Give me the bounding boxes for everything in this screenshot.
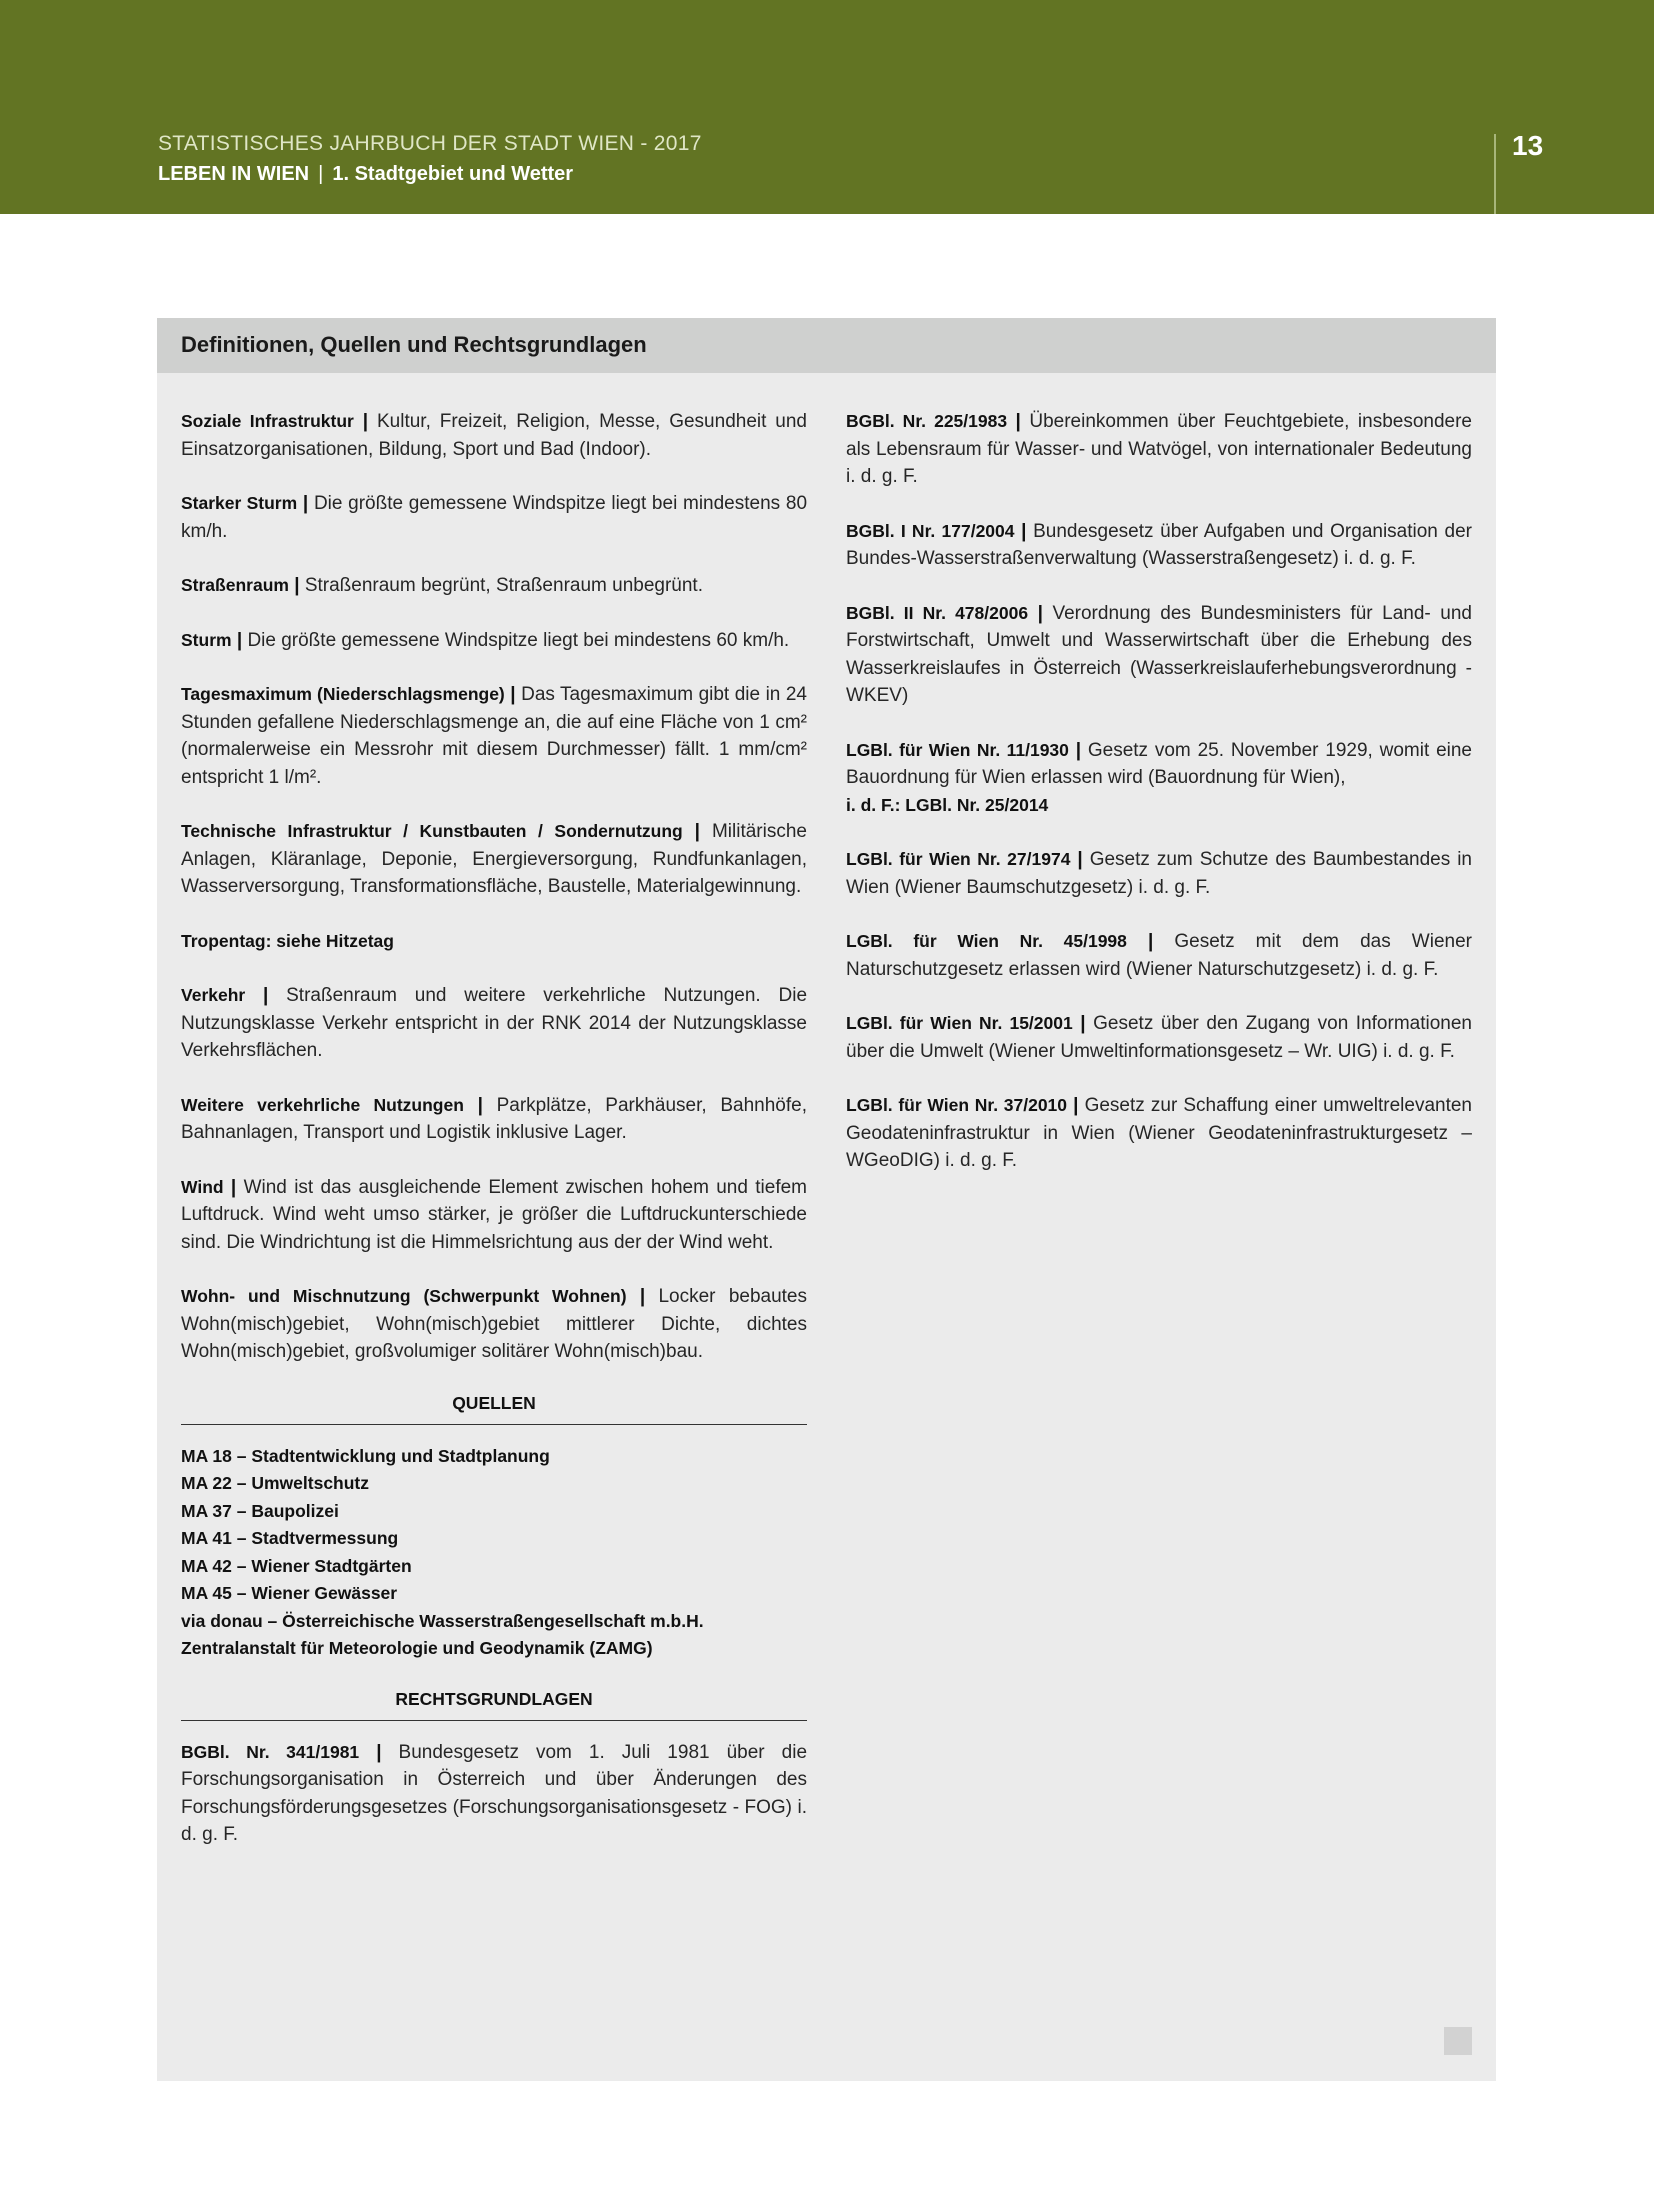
term-separator: | — [1072, 1013, 1094, 1034]
definition-entry — [846, 928, 1472, 983]
definition-entry — [846, 1010, 1472, 1065]
definition-entry — [181, 627, 807, 655]
entry-text: Parkplätze, Parkhäuser, Bahnhöfe, Bahnanlagen, Transport und Logistik inklusive Lager. — [181, 1094, 807, 1143]
entry-term: Weitere verkehrliche Nutzungen — [181, 1094, 464, 1115]
entry-term: Tagesmaximum (Niederschlagsmenge) — [181, 684, 505, 704]
definition-entry — [181, 490, 807, 545]
term-separator: | — [626, 1286, 659, 1307]
source-item: MA 22 – Umweltschutz — [181, 1473, 370, 1493]
definition-entry — [181, 1739, 807, 1849]
breadcrumb-separator: | — [318, 163, 324, 185]
term-separator: | — [245, 985, 287, 1006]
entry-text: Straßenraum und weitere verkehrliche Nutzungen. Die Nutzungsklasse Verkehr entspricht in der RNK 2014 der Nutzungsklasse Verkehrsflächen. — [181, 985, 808, 1061]
term-separator: | — [1007, 411, 1030, 432]
legal-heading: RECHTSGRUNDLAGEN — [181, 1689, 807, 1721]
panel-header — [157, 318, 1496, 373]
entry-text: Bundesgesetz über Aufgaben und Organisation der Bundes-Wasserstraßenverwaltung (Wasserstraßengesetz) i. d. g. F. — [846, 520, 1472, 569]
term-separator: | — [1014, 520, 1034, 542]
source-item: MA 42 – Wiener Stadtgärten — [181, 1555, 412, 1576]
entry-text: Kultur, Freizeit, Religion, Messe, Gesundheit und Einsatzorganisationen, Bildung, Sport und Bad (Indoor). — [181, 411, 807, 460]
definition-entry — [181, 982, 807, 1065]
entry-term: Sturm — [181, 629, 232, 650]
entry-term: Starker Sturm — [181, 493, 298, 513]
entry-term: LGBl. für Wien Nr. 15/2001 — [846, 1013, 1073, 1033]
term-separator: | — [353, 411, 377, 432]
entry-term: Technische Infrastruktur / Kunstbauten / Sondernutzung — [181, 821, 683, 841]
term-separator: | — [682, 821, 712, 842]
definitions-list — [181, 408, 807, 1366]
definition-entry — [181, 1174, 807, 1257]
definition-entry — [181, 681, 807, 791]
header-divider — [1494, 134, 1496, 214]
term-separator: | — [231, 629, 248, 651]
definition-entry — [846, 600, 1472, 710]
page-header — [0, 0, 1654, 214]
entry-term: LGBl. für Wien Nr. 37/2010 — [846, 1095, 1068, 1115]
sources-heading: QUELLEN — [181, 1393, 807, 1425]
entry-text: Wind ist das ausgleichende Element zwischen hohem und tiefem Luftdruck. Wind weht umso stärker, je größer die Luftdruckunterschiede sind. Die Windrichtung ist die Himmelsrichtung aus der der Wind weht. — [181, 1176, 808, 1253]
term-separator: | — [1028, 602, 1053, 624]
entry-term: BGBl. II Nr. 478/2006 — [846, 602, 1029, 623]
definition-entry — [181, 1283, 807, 1366]
left-column — [181, 408, 807, 1876]
term-separator: | — [463, 1094, 497, 1116]
entry-text: Straßenraum begrünt, Straßenraum unbegrünt. — [304, 575, 703, 596]
entry-text: Die größte gemessene Windspitze liegt bei mindestens 80 km/h. — [181, 493, 808, 542]
term-separator: | — [1068, 739, 1088, 761]
term-separator: | — [359, 1741, 399, 1763]
entry-term: BGBl. Nr. 341/1981 — [181, 1741, 360, 1762]
chapter-breadcrumb — [158, 163, 573, 186]
entry-text: Gesetz zum Schutze des Baumbestandes in Wien (Wiener Baumschutzgesetz) i. d. g. F. — [846, 849, 1472, 898]
section-label: 1. Stadtgebiet und Wetter — [332, 163, 574, 185]
definition-entry — [846, 518, 1472, 573]
entry-text: Verordnung des Bundesministers für Land- und Forstwirtschaft, Umwelt und Wasserwirtschaft über die Erhebung des Wasserkreislaufes in Österreich (Wasserkreislauferhebungsverordnung - WKEV) — [846, 602, 1472, 706]
source-item: Zentralanstalt für Meteorologie und Geodynamik (ZAMG) — [181, 1638, 653, 1658]
entry-term: LGBl. für Wien Nr. 11/1930 — [846, 739, 1069, 760]
entry-term: Soziale Infrastruktur — [181, 411, 354, 431]
entry-term: Tropentag: siehe Hitzetag — [181, 930, 394, 951]
entry-text: Militärische Anlagen, Kläranlage, Deponie, Energieversorgung, Rundfunkanlagen, Wasserversorgung, Transformationsfläche, Baustelle, Materialgewinnung. — [181, 821, 807, 897]
entry-text: Gesetz vom 25. November 1929, womit eine Bauordnung für Wien erlassen wird (Bauordnung für Wien), — [846, 739, 1472, 788]
source-item: MA 18 – Stadtentwicklung und Stadtplanung — [181, 1445, 550, 1466]
definitions-panel — [157, 318, 1496, 2081]
right-column — [846, 408, 1472, 1202]
entry-term: Wohn- und Mischnutzung (Schwerpunkt Wohnen) — [181, 1286, 627, 1306]
entry-term: LGBl. für Wien Nr. 27/1974 — [846, 849, 1071, 869]
entry-text: Das Tagesmaximum gibt die in 24 Stunden gefallene Niederschlagsmenge an, die auf eine Fläche von 1 cm² (normalerweise ein Messrohr mit diesem Durchmesser) fällt. 1 mm/cm² entspricht 1 l/m². — [181, 684, 807, 788]
sources-list — [181, 1443, 807, 1663]
definition-entry — [181, 1092, 807, 1147]
decorative-square — [1444, 2027, 1472, 2055]
entry-text: Gesetz mit dem das Wiener Naturschutzgesetz erlassen wird (Wiener Naturschutzgesetz) i. d. g. F. — [846, 931, 1472, 980]
term-separator: | — [1126, 931, 1175, 952]
chapter-label: LEBEN IN WIEN — [158, 163, 310, 185]
entry-term: BGBl. Nr. 225/1983 — [846, 411, 1008, 431]
source-item: via donau – Österreichische Wasserstraßengesellschaft m.b.H. — [181, 1610, 704, 1631]
entry-amendment: i. d. F.: LGBl. Nr. 25/2014 — [846, 794, 1049, 815]
term-separator: | — [1067, 1095, 1085, 1116]
source-item: MA 41 – Stadtvermessung — [181, 1528, 399, 1548]
term-separator: | — [288, 575, 305, 596]
source-item: MA 45 – Wiener Gewässer — [181, 1583, 398, 1603]
entry-term: Verkehr — [181, 985, 246, 1005]
term-separator: | — [223, 1176, 244, 1198]
legal-left-list — [181, 1739, 807, 1849]
entry-text: Übereinkommen über Feuchtgebiete, insbesondere als Lebensraum für Wasser- und Watvögel, von internationaler Bedeutung i. d. g. F. — [846, 411, 1473, 487]
legal-right-list — [846, 408, 1472, 1175]
definition-entry — [181, 928, 807, 956]
entry-term: BGBl. I Nr. 177/2004 — [846, 520, 1015, 541]
entry-term: Straßenraum — [181, 575, 289, 595]
definition-entry — [846, 737, 1472, 820]
term-separator: | — [1070, 849, 1090, 870]
entry-text: Die größte gemessene Windspitze liegt bei mindestens 60 km/h. — [247, 629, 790, 651]
definition-entry — [181, 408, 807, 463]
definition-entry — [846, 846, 1472, 901]
source-item: MA 37 – Baupolizei — [181, 1500, 339, 1521]
entry-text: Locker bebautes Wohn(misch)gebiet, Wohn(misch)gebiet mittlerer Dichte, dichtes Wohn(misch)gebiet, großvolumiger solitärer Wohn(misch)bau. — [181, 1286, 807, 1362]
entry-term: LGBl. für Wien Nr. 45/1998 — [846, 931, 1127, 951]
panel-title: Definitionen, Quellen und Rechtsgrundlagen — [181, 332, 647, 357]
definition-entry — [181, 572, 807, 600]
definition-entry — [181, 818, 807, 901]
definition-entry — [846, 408, 1472, 491]
definition-entry — [846, 1092, 1472, 1175]
entry-text: Gesetz zur Schaffung einer umweltrelevanten Geodateninfrastruktur in Wien (Wiener Geodateninfrastrukturgesetz – WGeoDIG) i. d. g. F. — [846, 1095, 1472, 1171]
entry-term: Wind — [181, 1176, 224, 1197]
publication-title: STATISTISCHES JAHRBUCH DER STADT WIEN - 2017 — [158, 132, 702, 155]
term-separator: | — [297, 493, 314, 514]
entry-text: Bundesgesetz vom 1. Juli 1981 über die Forschungsorganisation in Österreich und über Änderungen des Forschungsförderungsgesetzes (Forschungsorganisationsgesetz - FOG) i. d. g. F. — [181, 1741, 808, 1845]
term-separator: | — [504, 684, 522, 705]
page-number: 13 — [1512, 130, 1544, 161]
entry-text: Gesetz über den Zugang von Informationen über die Umwelt (Wiener Umweltinformationsgesetz – Wr. UIG) i. d. g. F. — [846, 1013, 1472, 1062]
